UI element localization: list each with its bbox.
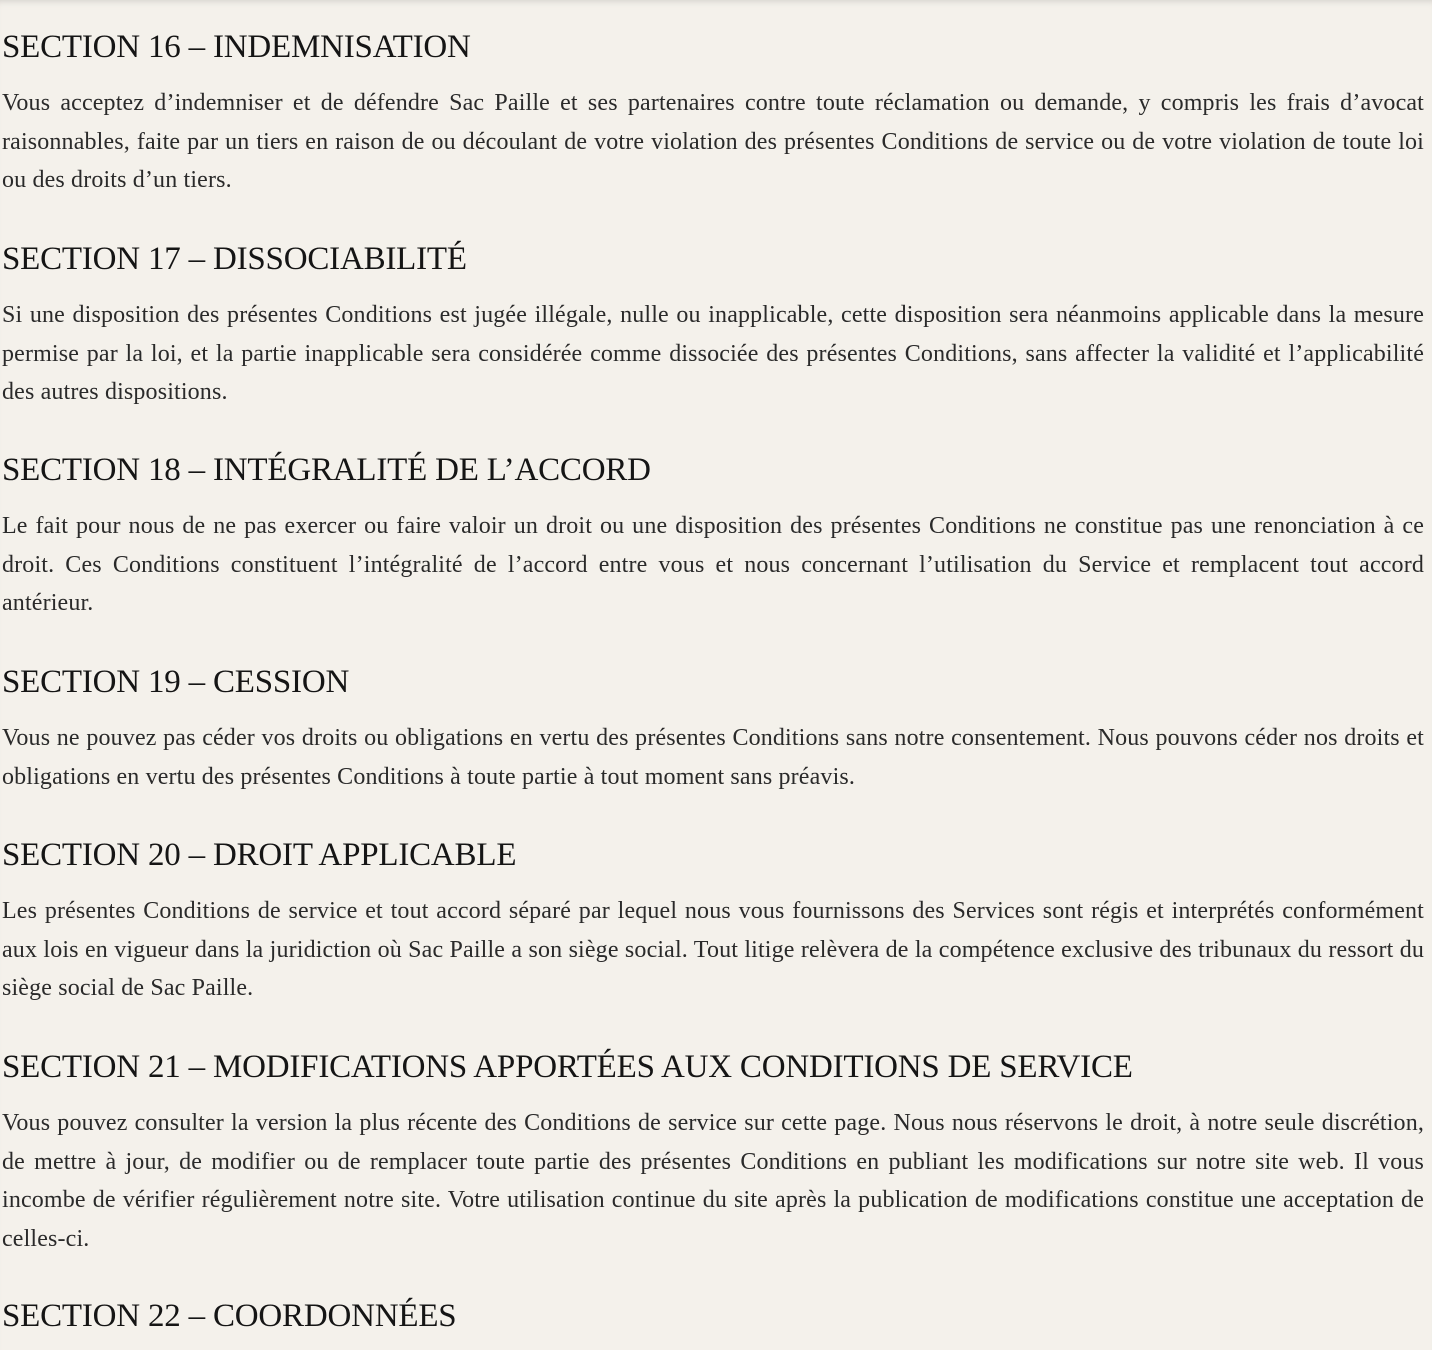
section-22 [2,1298,1424,1334]
section-heading: SECTION 19 – CESSION [2,664,350,700]
section-heading: SECTION 21 – MODIFICATIONS APPORTÉES AUX CONDITIONS DE SERVICE [2,1049,1133,1085]
section-17 [2,241,1424,412]
section-body: Vous pouvez consulter la version la plus récente des Conditions de service sur cette page. Nous nous réservons le droit, à notre seule discrétion, de mettre à jour, de modifier ou de remplacer toute partie des présentes Conditions en publiant les modifications sur notre site web. Il vous incombe de vérifier régulièrement notre site. Votre utilisation continue du site après la publication de modifications constitue une acceptation de celles-ci. [2,1110,1424,1252]
section-16 [2,29,1424,200]
section-heading: SECTION 17 – DISSOCIABILITÉ [2,241,467,277]
section-heading: SECTION 16 – INDEMNISATION [2,29,471,65]
section-heading: SECTION 20 – DROIT APPLICABLE [2,837,517,873]
section-20 [2,837,1424,1008]
section-body: Vous acceptez d’indemniser et de défendre Sac Paille et ses partenaires contre toute réclamation ou demande, y compris les frais d’avocat raisonnables, faite par un tiers en raison de ou découlant de votre violation des présentes Conditions de service ou de votre violation de toute loi ou des droits d’un tiers. [2,90,1424,193]
section-21 [2,1049,1424,1258]
section-18 [2,452,1424,623]
section-19 [2,664,1424,796]
section-body: Les présentes Conditions de service et tout accord séparé par lequel nous vous fournissons des Services sont régis et interprétés conformément aux lois en vigueur dans la juridiction où Sac Paille a son siège social. Tout litige relèvera de la compétence exclusive des tribunaux du ressort du siège social de Sac Paille. [2,898,1424,1001]
section-body: Si une disposition des présentes Conditions est jugée illégale, nulle ou inapplicable, cette disposition sera néanmoins applicable dans la mesure permise par la loi, et la partie inapplicable sera considérée comme dissociée des présentes Conditions, sans affecter la validité et l’applicabilité des autres dispositions. [2,302,1424,405]
section-body: Le fait pour nous de ne pas exercer ou faire valoir un droit ou une disposition des présentes Conditions ne constitue pas une renonciation à ce droit. Ces Conditions constituent l’intégralité de l’accord entre vous et nous concernant l’utilisation du Service et remplacent tout accord antérieur. [2,513,1424,616]
section-heading: SECTION 18 – INTÉGRALITÉ DE L’ACCORD [2,452,651,488]
section-heading: SECTION 22 – COORDONNÉES [2,1298,457,1334]
section-body: Vous ne pouvez pas céder vos droits ou obligations en vertu des présentes Conditions sans notre consentement. Nous pouvons céder nos droits et obligations en vertu des présentes Conditions à toute partie à tout moment sans préavis. [2,725,1424,790]
